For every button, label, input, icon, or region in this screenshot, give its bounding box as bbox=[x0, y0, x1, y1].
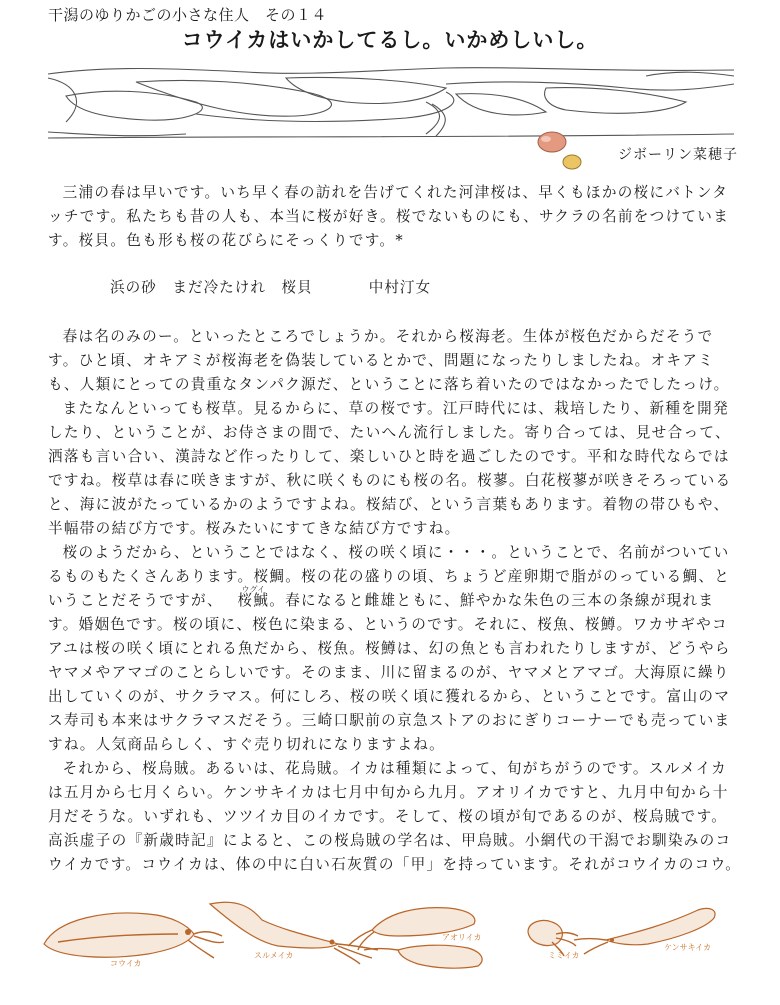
label-kouika: コウイカ bbox=[110, 959, 142, 968]
paragraph-part-b: 。春になると雌雄ともに、鮮やかな朱色の三本の条線が現れます。婚姻色です。桜の頃に、桜色に染まる、というのです。それに、桜魚、桜鱒。ワカサギやコアユは桜の咲く頃にとれる魚だから、桜魚。桜鱒は、幻の魚とも言われたりしますが、どうやらヤマメやアマゴのことらしいです。そのまま、川に留まるのが、ヤマメとアマゴ。大海原に繰り出していくのが、サクラマス。何にしろ、桜の咲く頃に獲れるから、ということです。富山のマス寿司も本来はサクラマスだそう。三崎口駅前の京急ストアのおにぎりコーナーでも売っていますね。人気商品らしく、すぐ売り切れになりますよね。 bbox=[48, 592, 731, 753]
paragraph-sakurasou: またなんといっても桜草。見るからに、草の桜です。江戸時代には、栽培したり、新種を開発したり、ということが、お侍さまの間で、たいへん流行しました。寄り合っては、見せ合って、洒落も言い合い、漢詩など作ったりして、楽しいひと時を過ごしたのです。平和な時代ならではですね。桜草は春に咲きますが、秋に咲くものにも桜の名。桜蓼。白花桜蓼が咲きそろっていると、海に波がたっているかのようですよね。桜結び、という言葉もあります。着物の帯ひもや、半幅帯の結び方です。桜みたいにすてきな結び方ですね。 bbox=[48, 400, 732, 537]
intro-paragraph bbox=[48, 181, 742, 253]
label-aoriika: アオリイカ bbox=[442, 933, 482, 942]
squid-illustrations bbox=[38, 888, 748, 998]
paragraph-sakura-fish bbox=[48, 541, 742, 757]
series-label: 干潟のゆりかごの小さな住人 その１４ bbox=[48, 6, 328, 24]
article-title: コウイカはいかしてるし。いかめしいし。 bbox=[181, 27, 599, 52]
paragraph-sakura-ebi: 春は名のみのー。といったところでしょうか。それから桜海老。生体が桜色だからだそうです。ひと頃、オキアミが桜海老を偽装しているとかで、問題になったりしましたね。オキアミも、人類にとっての貴重なタンパク源だ、ということに落ち着いたのではなかったでしたっけ。 bbox=[48, 328, 730, 393]
kouika-drawing bbox=[44, 913, 224, 968]
ruby-word bbox=[223, 585, 270, 613]
article-body bbox=[48, 325, 742, 877]
haiku-text: 浜の砂 まだ冷たけれ 桜貝 bbox=[110, 279, 313, 296]
aoriika-drawing bbox=[348, 908, 482, 969]
haiku bbox=[110, 276, 431, 297]
paragraph-text: 三浦の春は早いです。いち早く春の訪れを告げてくれた河津桜は、早くもほかの桜にバトンタッチです。私たちも昔の人も、本当に桜が好き。桜でないものにも、サクラの名前をつけています。桜貝。色も形も桜の花びらにそっくりです。* bbox=[48, 184, 730, 249]
haiku-poet: 中村汀女 bbox=[368, 279, 432, 296]
kensakiika-drawing bbox=[574, 908, 715, 954]
ruby-base: 桜鯎 bbox=[237, 592, 270, 609]
paragraph-sakura-ika: それから、桜烏賊。あるいは、花烏賊。イカは種類によって、旬がちがうのです。スルメイカは五月から七月くらい。ケンサキイカは七月中旬から九月。アオリイカですと、九月中旬から十月だそうな。いずれも、ツツイカ目のイカです。そして、桜の頃が旬であるのが、桜烏賊です。高浜虚子の『新歳時記』によると、この桜烏賊の学名は、甲烏賊。小網代の干潟でお馴染みのコウイカです。コウイカは、体の中に白い石灰質の「甲」を持っています。それがコウイカのコウ。 bbox=[48, 760, 742, 873]
label-kensakiika: ケンサキイカ bbox=[664, 943, 712, 952]
label-surumeika: スルメイカ bbox=[254, 951, 294, 960]
label-mimiika: ミミイカ bbox=[548, 951, 580, 960]
mimiika-drawing bbox=[528, 920, 580, 960]
tidal-flat-illustration bbox=[46, 62, 736, 140]
surumeika-drawing bbox=[210, 902, 378, 964]
cherry-shell-illustration bbox=[530, 128, 590, 172]
paragraph-part-a: 桜のようだから、ということではなく、桜の咲く頃に・・・。ということで、名前がついているものもたくさんあります。桜鯛。桜の花の盛りの頃、ちょうど産卵期で脂がのっている鯛、ということだそうですが、 bbox=[48, 544, 731, 609]
author-name: ジボーリン菜穂子 bbox=[618, 147, 738, 163]
ruby-text: ウグイ bbox=[241, 585, 266, 594]
